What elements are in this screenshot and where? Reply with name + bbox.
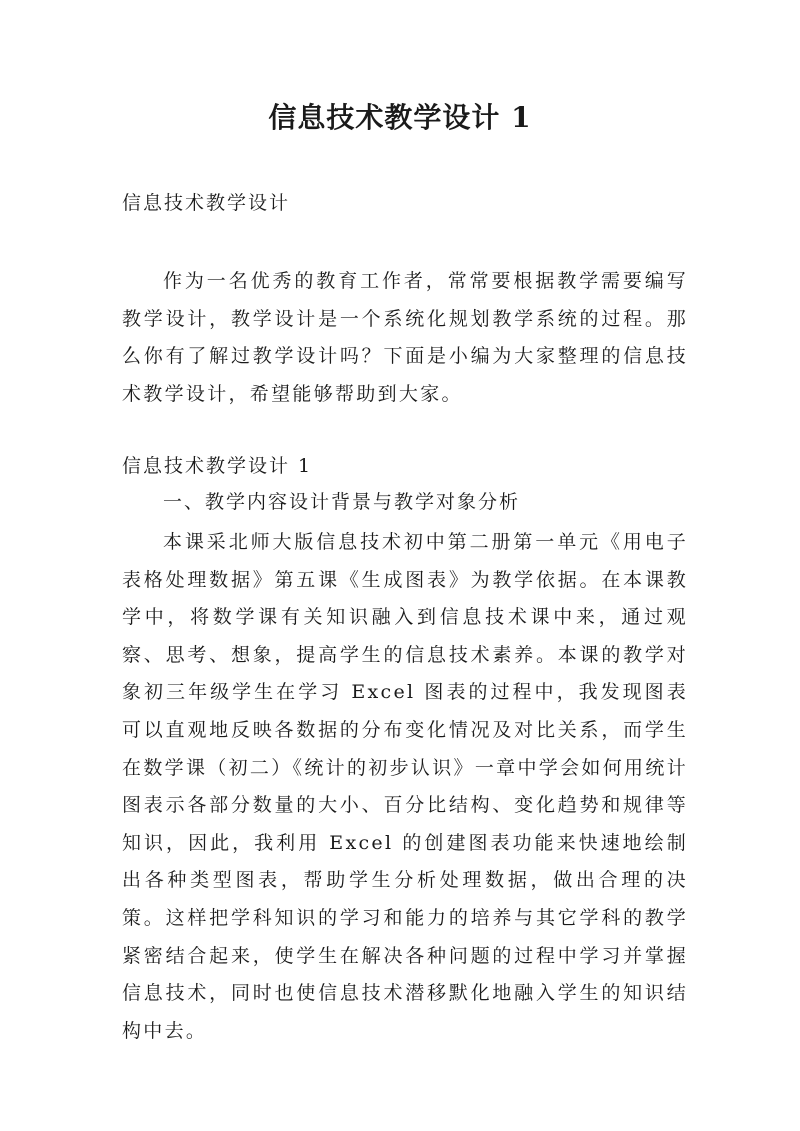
document-subtitle: 信息技术教学设计 xyxy=(122,192,291,214)
intro-paragraph: 作为一名优秀的教育工作者，常常要根据教学需要编写教学设计，教学设计是一个系统化规划教学系统的过程。那么你有了解过教学设计吗？下面是小编为大家整理的信息技术教学设计，希望能够帮助到大家。 xyxy=(122,270,688,405)
section-title: 信息技术教学设计 1 xyxy=(122,455,313,477)
document-title: 信息技术教学设计 1 xyxy=(268,101,532,134)
section-heading: 一、教学内容设计背景与教学对象分析 xyxy=(163,491,521,513)
body-paragraph: 本课采北师大版信息技术初中第二册第一单元《用电子表格处理数据》第五课《生成图表》为教学依据。在本课教学中，将数学课有关知识融入到信息技术课中来，通过观察、思考、想象，提高学生的信息技术素养。本课的教学对象初三年级学生在学习 Excel 图表的过程中，我发现图表可以直观地反映各数据的分布变化情况及对比关系，而学生在数学课（初二）《统计的初步认识》一章中学会如何用统计图表示各部分数量的大小、百分比结构、变化趋势和规律等知识，因此，我利用 Excel 的创建图表功能来快速地绘制出各种类型图表，帮助学生分析处理数据，做出合理的决策。这样把学科知识的学习和能力的培养与其它学科的教学紧密结合起来，使学生在解决各种问题的过程中学习并掌握信息技术，同时也使信息技术潜移默化地融入学生的知识结构中去。 xyxy=(122,531,688,1042)
